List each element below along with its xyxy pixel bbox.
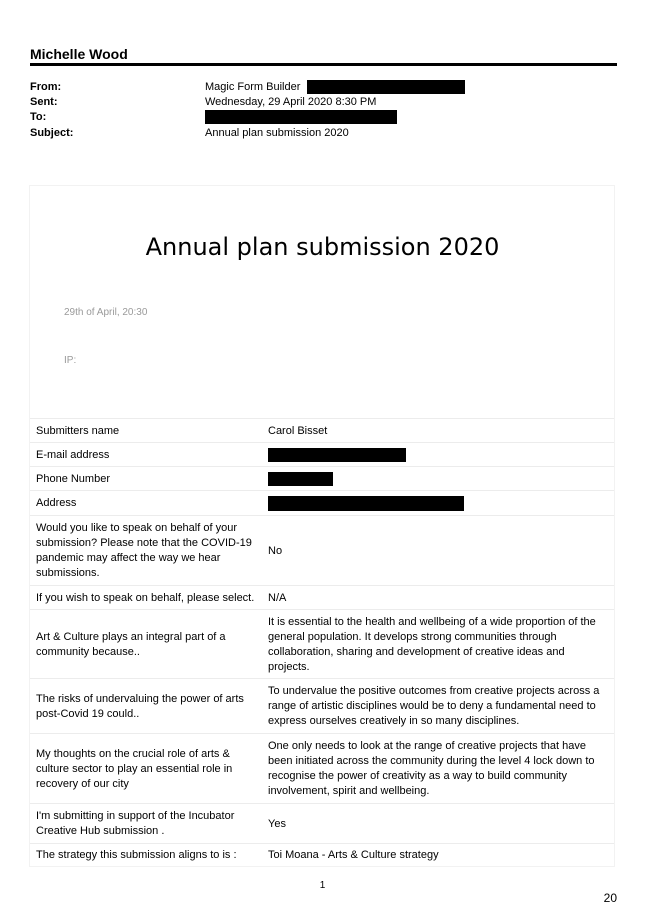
row-value [268,491,608,516]
row-label: Address [36,497,77,509]
page-number: 1 [319,880,326,891]
subject-row [30,126,617,141]
row-label: Phone Number [36,472,110,485]
from-row [30,80,617,95]
from-value-group [205,80,465,95]
form-row [30,442,614,467]
form-row [30,678,614,734]
sent-label: Sent: [30,96,58,108]
sent-row [30,95,617,110]
submission-date: 29th of April, 20:30 [64,307,148,318]
row-value: It is essential to the health and wellbeing of a wide proportion of the general population. It develops strong communities through collaboration, sharing and development of creative ideas and projects. [268,615,596,673]
row-value: Carol Bisset [268,424,328,437]
form-row [30,585,614,610]
redaction-bar [268,496,464,511]
row-value [268,467,608,491]
row-label: I'm submitting in support of the Incubator Creative Hub submission . [36,810,235,837]
redaction-bar [268,472,333,486]
to-row [30,110,617,125]
form-row [30,515,614,586]
row-value: N/A [268,591,287,604]
form-row [30,490,614,516]
row-value [268,443,608,467]
owner-name: Michelle Wood [30,46,128,62]
row-label: Art & Culture plays an integral part of a community because.. [36,630,226,658]
row-value: To undervalue the positive outcomes from creative projects across a range of artistic disciplines would be to deny a fundamental need to express ourselves creatively in so many disciplines. [268,685,600,727]
row-value: Yes [268,817,286,830]
redaction-bar [268,448,406,462]
form-title: Annual plan submission 2020 [145,233,500,261]
row-label: The risks of undervaluing the power of arts post-Covid 19 could.. [36,692,244,720]
to-label: To: [30,111,47,123]
row-label: Would you like to speak on behalf of your submission? Please note that the COVID-19 pandemic may affect the way we hear submissions. [36,522,252,579]
sent-value: Wednesday, 29 April 2020 8:30 PM [205,96,377,108]
to-value-group [205,110,397,125]
form-row [30,733,614,804]
form-row [30,418,614,443]
subject-value: Annual plan submission 2020 [205,127,349,139]
redaction-bar [307,80,465,94]
header-divider [30,63,617,66]
form-row [30,843,614,867]
row-label: My thoughts on the crucial role of arts & culture sector to play an essential role in recovery of our city [36,747,233,790]
form-row [30,609,614,679]
row-label: The strategy this submission aligns to is : [36,849,237,861]
row-label: If you wish to speak on behalf, please select. [36,591,255,604]
sheet-number: 20 [603,891,617,905]
row-value: One only needs to look at the range of creative projects that have been initiated across the community during the level 4 lock down to recognise the power of creativity as a way to build community involvement, spirit and wellbeing. [268,740,595,797]
redaction-bar [205,110,397,124]
from-label: From: [30,81,62,93]
subject-label: Subject: [30,127,74,139]
row-label: Submitters name [36,424,120,437]
form-row [30,466,614,491]
ip-label: IP: [64,355,77,366]
from-value: Magic Form Builder [205,81,301,93]
row-value: No [268,544,283,557]
row-value: Toi Moana - Arts & Culture strategy [268,849,439,861]
form-row [30,803,614,844]
row-label: E-mail address [36,448,110,461]
